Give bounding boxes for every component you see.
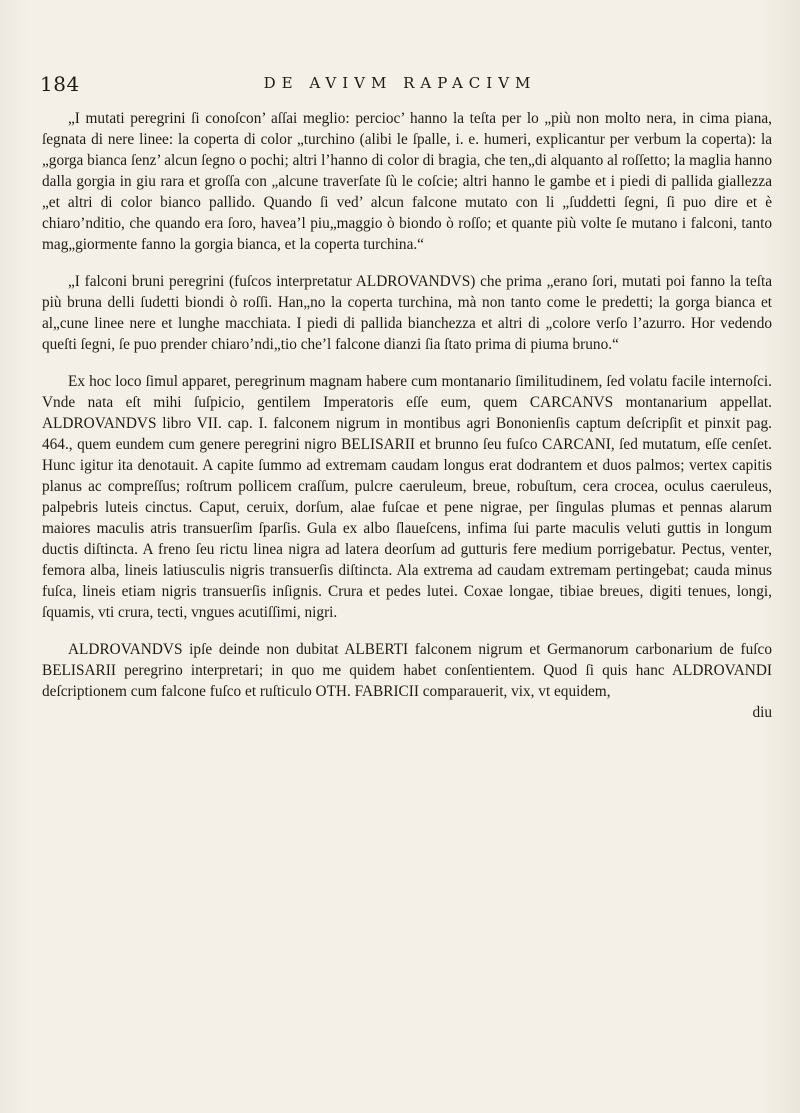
catchword: diu — [752, 704, 772, 721]
running-head: DE AVIVM RAPACIVM — [263, 74, 537, 92]
paragraph-latin-commentary: ALDROVANDVS ipſe deinde non dubitat ALBERTI falconem nigrum et Germanorum carbonarium de fuſco BELISARII peregrino interpretari; in quo me quidem habet conſentientem. Quod ſi quis hanc ALDROVANDI deſcriptionem cum falcone fuſco et ruſticulo OTH. FABRICII comparauerit, vix, vt equidem, — [42, 641, 772, 700]
paragraph-italian-quote-2: „I falconi bruni peregrini (fuſcos interpretatur ALDROVANDVS) che prima „erano ſori, mutati poi fanno la teſta più bruna delli ſudetti biondi ò roſſi. Han„no la coperta turchina, mà non tanto come le predetti; la gorga bianca et al„cune linee nere et lunghe macchiata. I piedi di pallida bianchezza et altri di „colore verſo l’azurro. Hor vedendo queſti ſegni, ſe puo prender chiaro’ndi„tio che’l falcone dianzi ſia ſtato prima di piuma bruno.“ — [42, 273, 772, 353]
page-number: 184 — [40, 72, 80, 96]
paragraph-italian-quote-1: „I mutati peregrini ſi conoſcon’ aſſai meglio: percioc’ hanno la teſta per lo „più non molto nera, in cima piana, ſegnata di nere linee: la coperta di color „turchino (alibi le ſpalle, i. e. humeri, explicantur per verbum la coperta): la „gorga bianca ſenz’ alcun ſegno o pochi; altri l’hanno di color di bragia, che ten„di alquanto al roſſetto; la maglia hanno dalla gorgia in giu rara et groſſa con „alcune traverſate ſù le coſcie; altri hanno le gambe et i piedi di pallida giallezza „et altri di color bianco pallido. Quando ſi ved’ alcun falcone mutato con li „ſuddetti ſegni, ſi puo dire et è chiaro’nditio, che quando era ſoro, havea’l piu„maggio ò biondo ò roſſo; et quante più volte ſe mutano i falconi, tanto mag„giormente fanno la gorgia bianca, et la coperta turchina.“ — [42, 110, 772, 253]
body-text — [42, 108, 772, 723]
paragraph-latin-description: Ex hoc loco ſimul apparet, peregrinum magnam habere cum montanario ſimilitudinem, ſed volatu facile internoſci. Vnde nata eſt mihi ſuſpicio, gentilem Imperatoris eſſe eum, quem CARCANVS montanarium appellat. ALDROVANDVS libro VII. cap. I. falconem nigrum in montibus agri Bononienſis captum deſcripſit et pinxit pag. 464., quem eundem cum genere peregrini nigro BELISARII et brunno ſeu fuſco CARCANI, ſed mutatum, eſſe cenſet. Hunc igitur ita denotauit. A capite ſummo ad extremam caudam longus erat dodrantem et duos palmos; vertex capitis planus ac compreſſus; roſtrum pollicem craſſum, pulcre caeruleum, breue, robuſtum, cera crocea, oculus caeruleus, palpebris luteis cinctus. Caput, ceruix, dorſum, alae fuſcae et pene nigrae, per ſingulas plumas et pennas alarum maiores maculis atris transuerſim ſparſis. Gula ex albo ſlaueſcens, infima ſui parte maculis veluti guttis in longum ductis diſtincta. A freno ſeu rictu linea nigra ad latera deorſum ad gutturis fere medium porrigebatur. Pectus, venter, femora alba, lineis latiusculis nigris transuerſis diſtincta. Ala extrema ad caudam extremam pertingebat; cauda minus fuſca, lineis etiam nigris transuerſis inſignis. Crura et pedes lutei. Coxae longae, tibiae breues, digiti tenues, longi, ſquamis, vti crura, tecti, vngues acutiſſimi, nigri. — [42, 373, 772, 621]
page-header — [40, 70, 760, 100]
